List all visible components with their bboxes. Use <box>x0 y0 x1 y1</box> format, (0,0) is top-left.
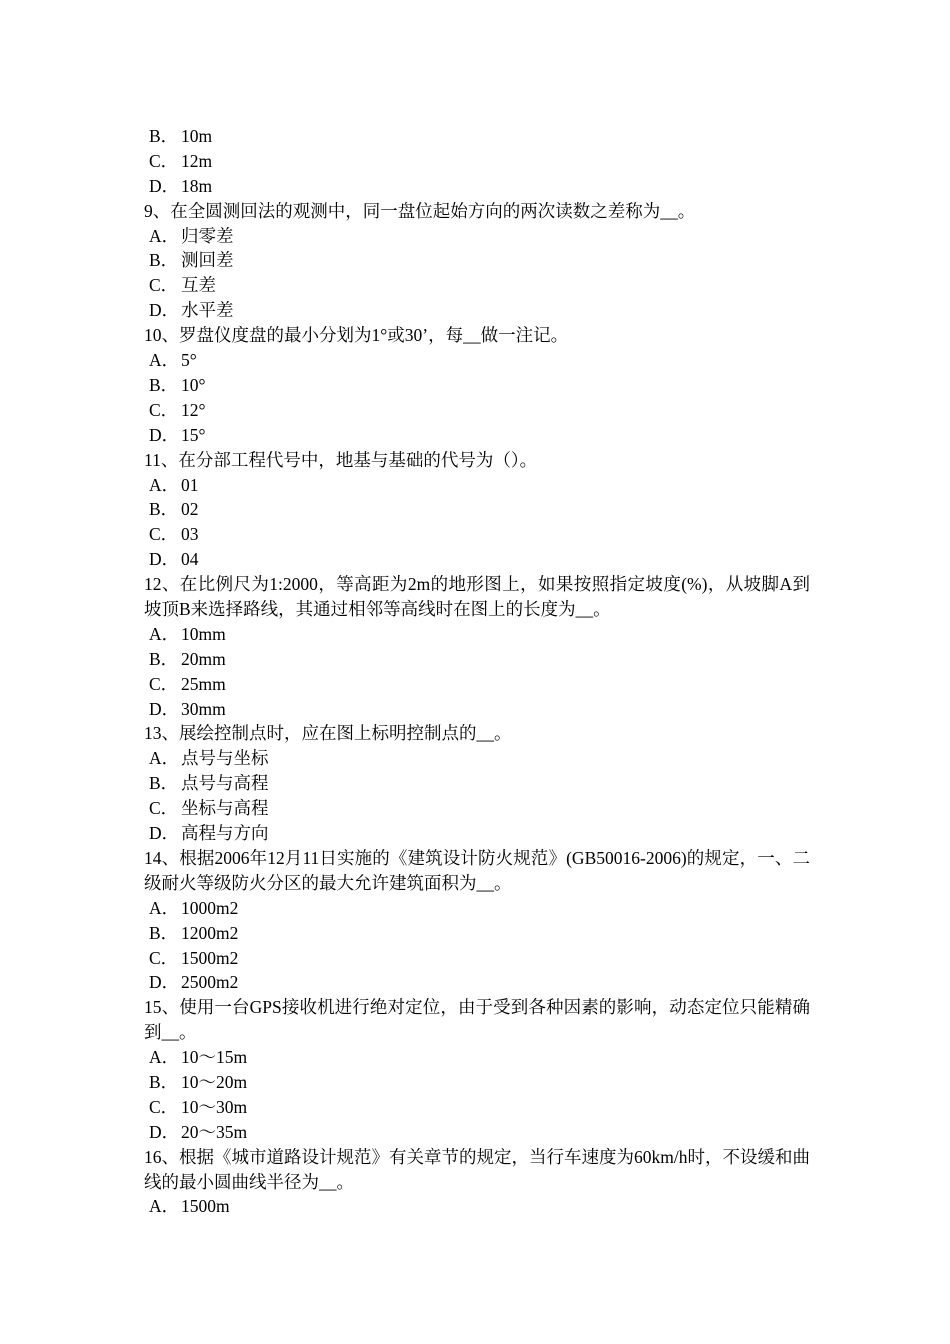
option-text: 点号与坐标 <box>181 748 269 769</box>
option-text: 2500m2 <box>181 972 239 993</box>
option-letter: C． <box>149 524 179 545</box>
option-text: 1500m2 <box>181 947 239 968</box>
option-letter: C． <box>149 1096 179 1117</box>
option-letter: C． <box>149 673 179 694</box>
option-text: 02 <box>181 499 199 520</box>
option-text: 10～15m <box>181 1047 248 1068</box>
option-text: 25mm <box>181 673 226 694</box>
option-d <box>144 1120 810 1145</box>
option-b <box>144 1070 810 1095</box>
option-text: 10m <box>181 126 213 146</box>
option-a <box>144 746 810 771</box>
option-a <box>144 348 810 373</box>
option-c <box>144 522 810 547</box>
option-text: 1000m2 <box>181 897 239 918</box>
option-letter: B． <box>149 250 179 271</box>
option-a <box>144 224 810 249</box>
option-a <box>144 622 810 647</box>
option-text: 12m <box>181 150 213 171</box>
option-letter: C． <box>149 275 179 296</box>
option-letter: A． <box>149 1047 180 1068</box>
option-text: 30mm <box>181 698 226 719</box>
option-text: 水平差 <box>181 300 234 321</box>
option-letter: D． <box>149 698 180 719</box>
option-letter: C． <box>149 947 179 968</box>
question-list <box>144 124 810 1219</box>
option-d <box>144 970 810 995</box>
option-b <box>144 373 810 398</box>
option-b <box>144 248 810 273</box>
option-text: 5° <box>181 350 197 371</box>
question-9: 9、在全圆测回法的观测中，同一盘位起始方向的两次读数之差称为__。 <box>144 200 696 221</box>
option-text: 1500m <box>181 1196 230 1217</box>
option-c <box>144 1095 810 1120</box>
option-text: 10～20m <box>181 1072 248 1092</box>
document-page <box>144 124 810 1219</box>
option-b <box>144 921 810 946</box>
option-letter: B． <box>149 922 179 943</box>
option-a <box>144 1045 810 1070</box>
option-letter: B． <box>149 648 179 669</box>
option-letter: D． <box>149 1121 180 1142</box>
option-letter: C． <box>149 150 179 171</box>
option-text: 20mm <box>181 648 226 669</box>
option-d <box>144 174 810 199</box>
option-text: 10～30m <box>181 1096 248 1117</box>
option-letter: B． <box>149 374 179 395</box>
option-letter: D． <box>149 175 180 196</box>
option-letter: B． <box>149 126 179 146</box>
option-text: 点号与高程 <box>181 773 269 794</box>
option-text: 12° <box>181 399 206 420</box>
option-c <box>144 273 810 298</box>
option-b <box>144 647 810 672</box>
question-13: 13、展绘控制点时，应在图上标明控制点的__。 <box>144 723 512 744</box>
option-d <box>144 298 810 323</box>
option-letter: B． <box>149 1072 179 1092</box>
option-text: 01 <box>181 474 199 495</box>
option-letter: D． <box>149 424 180 445</box>
question-16: 16、根据《城市道路设计规范》有关章节的规定，当行车速度为60km/h时，不设缓和曲线的最小圆曲线半径为__。 <box>144 1146 810 1192</box>
option-letter: A． <box>149 623 180 644</box>
option-letter: A． <box>149 350 180 371</box>
option-c <box>144 796 810 821</box>
option-text: 20～35m <box>181 1121 248 1142</box>
option-c <box>144 149 810 174</box>
question-10: 10、罗盘仪度盘的最小分划为1°或30’，每__做一注记。 <box>144 325 569 346</box>
option-letter: A． <box>149 1196 180 1217</box>
option-b <box>144 771 810 796</box>
question-12: 12、在比例尺为1:2000，等高距为2m的地形图上，如果按照指定坡度(%)，从坡脚A到坡顶B来选择路线，其通过相邻等高线时在图上的长度为__。 <box>144 574 810 619</box>
option-d <box>144 697 810 722</box>
question-11: 11、在分部工程代号中，地基与基础的代号为（）。 <box>144 449 538 470</box>
option-letter: B． <box>149 499 179 520</box>
option-a <box>144 896 810 921</box>
option-letter: A． <box>149 474 180 495</box>
option-letter: C． <box>149 399 179 420</box>
option-text: 归零差 <box>181 225 234 246</box>
option-c <box>144 672 810 697</box>
option-d <box>144 423 810 448</box>
option-text: 03 <box>181 524 199 545</box>
option-b <box>144 124 810 149</box>
option-text: 高程与方向 <box>181 823 269 844</box>
option-text: 04 <box>181 549 199 570</box>
option-letter: A． <box>149 748 180 769</box>
question-14: 14、根据2006年12月11日实施的《建筑设计防火规范》(GB50016-2006)的规定，一、二级耐火等级防火分区的最大允许建筑面积为__。 <box>144 847 810 893</box>
option-text: 10° <box>181 374 206 395</box>
option-letter: D． <box>149 300 180 321</box>
option-text: 15° <box>181 424 206 445</box>
option-text: 互差 <box>181 275 216 296</box>
option-text: 1200m2 <box>181 922 239 943</box>
option-text: 坐标与高程 <box>181 798 269 819</box>
option-d <box>144 547 810 572</box>
option-letter: A． <box>149 897 180 918</box>
option-letter: C． <box>149 798 179 819</box>
option-d <box>144 821 810 846</box>
option-a <box>144 473 810 498</box>
option-c <box>144 398 810 423</box>
option-text: 18m <box>181 175 213 196</box>
option-b <box>144 497 810 522</box>
option-letter: D． <box>149 549 180 570</box>
option-text: 测回差 <box>181 250 234 271</box>
option-text: 10mm <box>181 623 226 644</box>
option-letter: A． <box>149 225 180 246</box>
option-letter: B． <box>149 773 179 794</box>
option-a <box>144 1194 810 1219</box>
option-letter: D． <box>149 823 180 844</box>
question-15: 15、使用一台GPS接收机进行绝对定位，由于受到各种因素的影响，动态定位只能精确到__。 <box>144 997 810 1043</box>
option-letter: D． <box>149 972 180 993</box>
option-c <box>144 946 810 971</box>
